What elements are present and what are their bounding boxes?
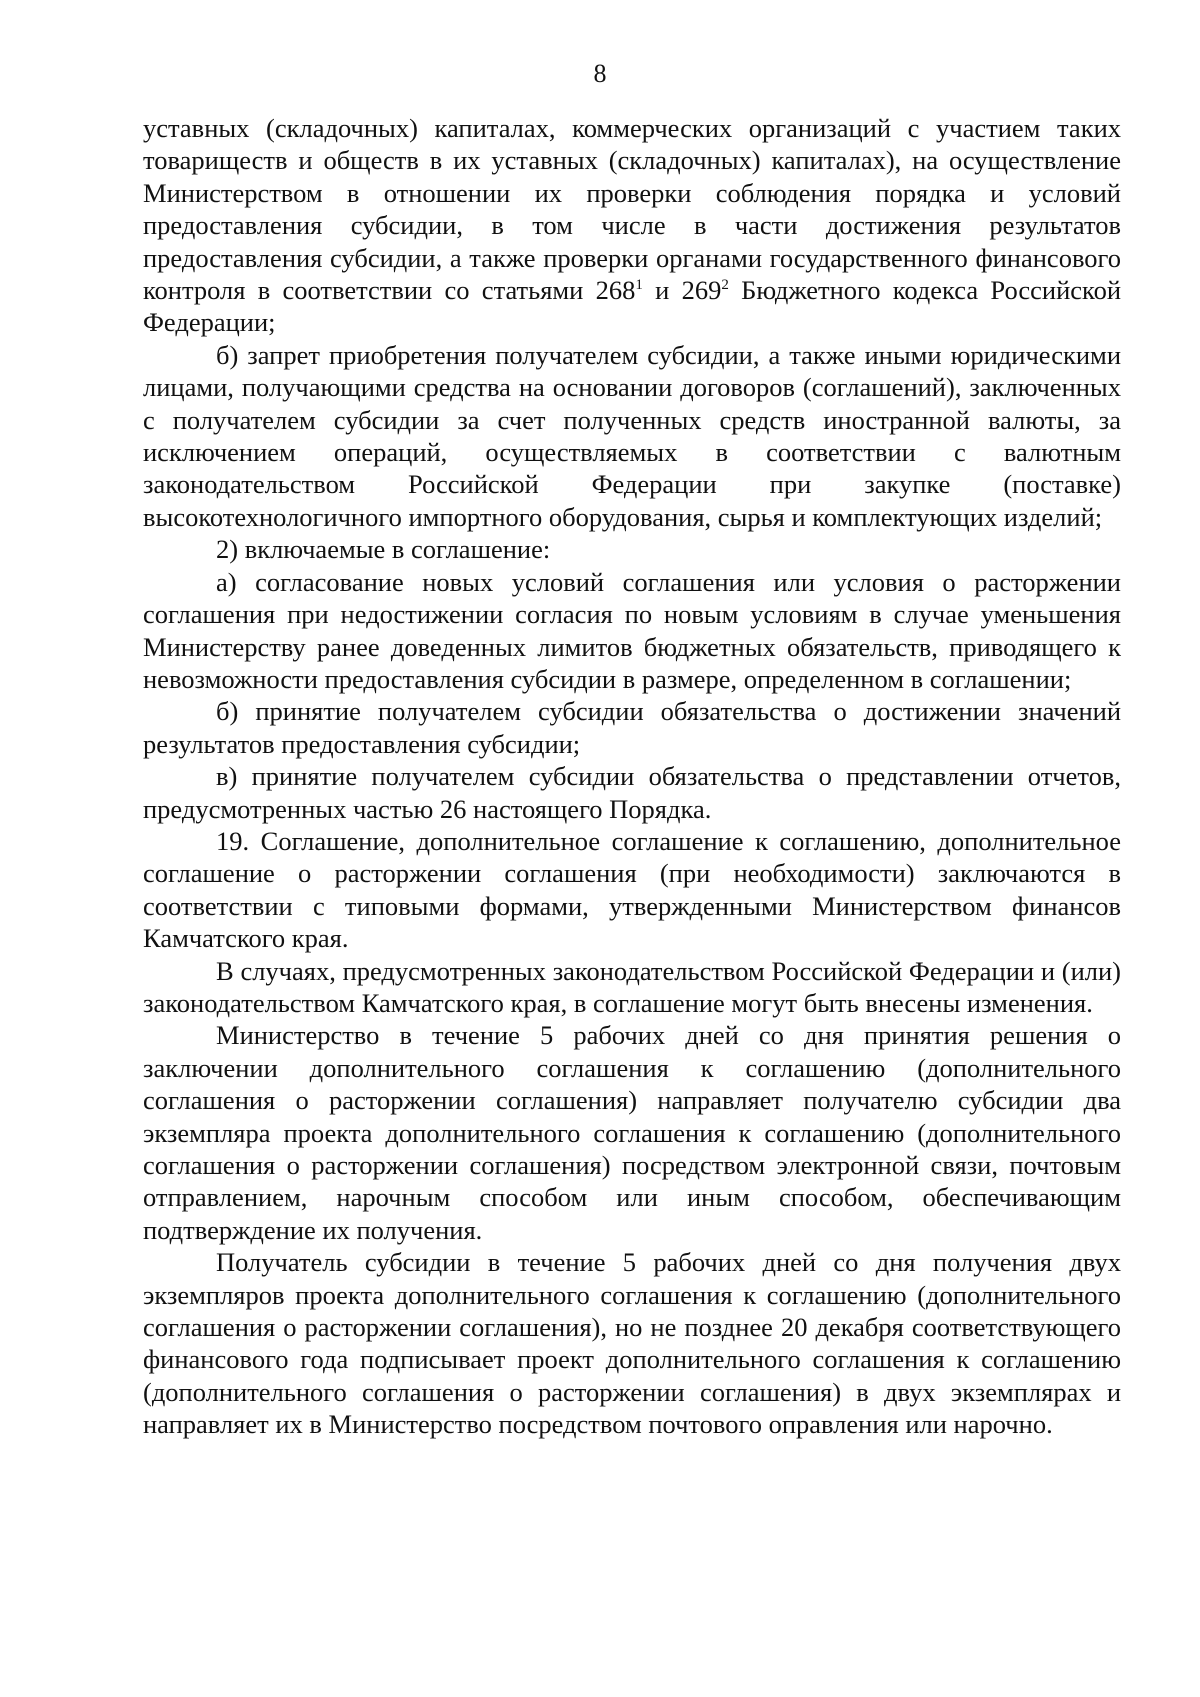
superscript-article-2: 2 (721, 277, 729, 294)
paragraph-item-b-prohibition: б) запрет приобретения получателем субсидии, а также иными юридическими лицами, получающими средства на основании договоров (соглашений), заключенных с получателем субсидии за счет полученных средств иностранной валюты, за исключением операций, осуществляемых в соответствии с валютным законодательством Российской Федерации при закупке (поставке) высокотехнологичного импортного оборудования, сырья и комплектующих изделий; (143, 339, 1121, 532)
paragraph-text: Бюджетного кодекса Российской Федерации; (143, 275, 1121, 338)
paragraph-item-v-reports: в) принятие получателем субсидии обязательства о представлении отчетов, предусмотренных частью 26 настоящего Порядка. (143, 761, 1121, 824)
page-number: 8 (593, 59, 607, 88)
paragraph-item-2-included: 2) включаемые в соглашение: (216, 534, 551, 565)
paragraph-item-b-obligation: б) принятие получателем субсидии обязательства о достижении значений результатов предоставления субсидии; (143, 696, 1121, 759)
document-body (143, 112, 1121, 1441)
paragraph-continuation (143, 112, 1121, 339)
superscript-article-1: 1 (635, 277, 643, 294)
paragraph-text: уставных (складочных) капиталах, коммерческих организаций с участием таких товариществ и обществ в их уставных (складочных) капиталах), на осуществление Министерством в отношении их проверки соблюдения порядка и условий предоставления субсидии, в том числе в части достижения результатов предоставления субсидии, а также проверки органами государственного финансового контроля в соответствии со статьями 268 (143, 113, 1121, 306)
paragraph-text: и 269 (642, 275, 722, 306)
paragraph-section-19: 19. Соглашение, дополнительное соглашение к соглашению, дополнительное соглашение о расторжении соглашения (при необходимости) заключаются в соответствии с типовыми формами, утвержденными Министерством финансов Камчатского края. (143, 825, 1121, 954)
paragraph-ministry-sends: Министерство в течение 5 рабочих дней со дня принятия решения о заключении дополнительного соглашения к соглашению (дополнительного соглашения о расторжении соглашения) направляет получателю субсидии два экземпляра проекта дополнительного соглашения к соглашению (дополнительного соглашения о расторжении соглашения) посредством электронной связи, почтовым отправлением, нарочным способом или иным способом, обеспечивающим подтверждение их получения. (143, 1020, 1121, 1245)
paragraph-item-a-approval: а) согласование новых условий соглашения или условия о расторжении соглашения при недостижении согласия по новым условиям в случае уменьшения Министерству ранее доведенных лимитов бюджетных обязательств, приводящего к невозможности предоставления субсидии в размере, определенном в соглашении; (143, 566, 1121, 694)
paragraph-changes: В случаях, предусмотренных законодательством Российской Федерации и (или) законодательством Камчатского края, в соглашение могут быть внесены изменения. (143, 955, 1121, 1018)
paragraph-recipient-signs: Получатель субсидии в течение 5 рабочих дней со дня получения двух экземпляров проекта дополнительного соглашения к соглашению (дополнительного соглашения о расторжении соглашения), но не позднее 20 декабря соответствующего финансового года подписывает проект дополнительного соглашения к соглашению (дополнительного соглашения о расторжении соглашения) в двух экземплярах и направляет их в Министерство посредством почтового оправления или нарочно. (143, 1247, 1121, 1440)
